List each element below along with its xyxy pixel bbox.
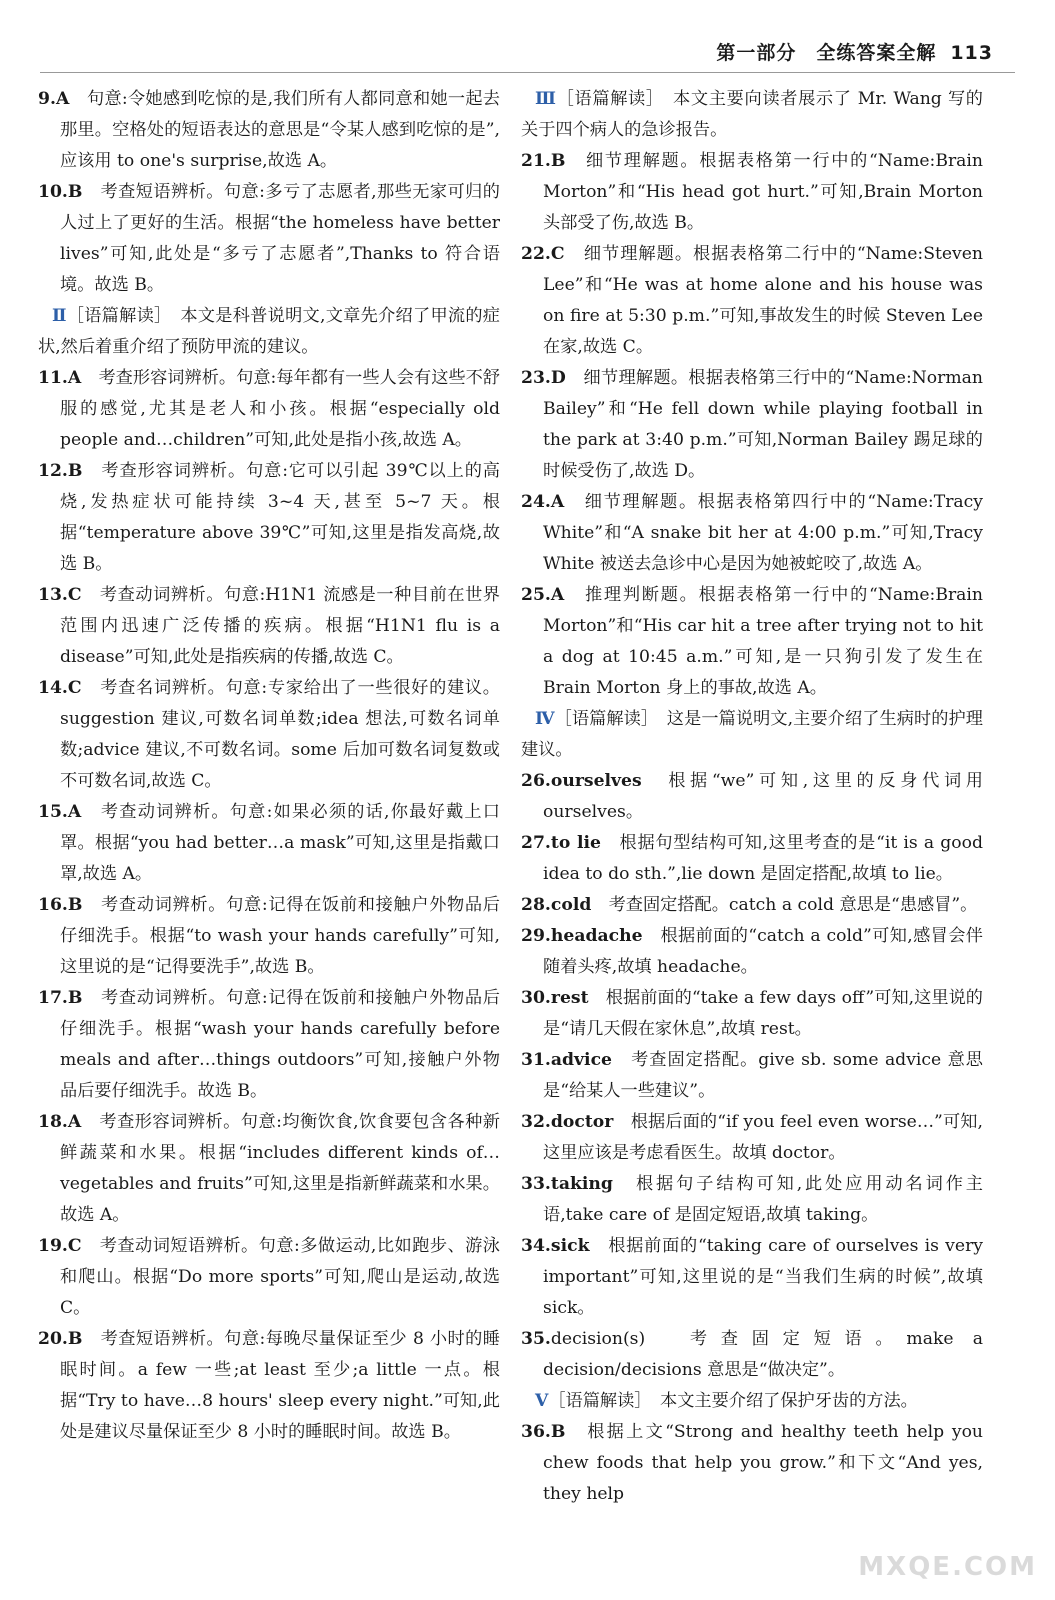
answer-text: 考查动词辨析。句意:如果必须的话,你最好戴上口罩。根据“you had better…a mask”可知,这里是指戴口罩,故选 A。 (60, 802, 500, 884)
answer-entry (38, 1231, 500, 1324)
answer-text: 考查短语辨析。句意:每晚尽量保证至少 8 小时的睡眠时间。a few 一些;at least 至少;a little 一点。根据“Try to have…8 hours' sleep every night.”可知,此处是建议尽量保证至少 8 小时的睡眠时间。故选 B。 (60, 1329, 500, 1442)
answer-entry (38, 456, 500, 580)
answer-text: 根据“we”可知,这里的反身代词用 ourselves。 (543, 771, 983, 822)
answer-label: 14.C (38, 678, 82, 698)
answer-text: 考查形容词辨析。句意:均衡饮食,饮食要包含各种新鲜蔬菜和水果。根据“includes different kinds of…vegetables and fruits”可知,这里是指新鲜蔬菜和水果。故选 A。 (60, 1112, 500, 1225)
answer-label: 19.C (38, 1236, 82, 1256)
answer-entry (38, 580, 500, 673)
answer-text: 推理判断题。根据表格第一行中的“Name:Brain Morton”和“His car hit a tree after trying not to hit a dog at 10:45 a.m.”可知,是一只狗引发了发生在 Brain Morton 身上的事故,故选 A。 (543, 585, 983, 698)
header-divider (40, 72, 1015, 73)
answer-entry (38, 1107, 500, 1231)
answer-text: 细节理解题。根据表格第二行中的“Name:Steven Lee”和“He was at home alone and his house was on fire at 5:30 p.m.”可知,事故发生的时候 Steven Lee 在家,故选 C。 (543, 244, 983, 357)
answer-label: 22.C (521, 244, 565, 264)
answer-label: 27.to lie (521, 833, 601, 853)
answer-entry (38, 363, 500, 456)
answer-label: 17.B (38, 988, 83, 1008)
answer-entry (521, 1045, 983, 1107)
watermark-logo: MXQE.COM (858, 1552, 1037, 1582)
answer-text: 考查固定搭配。give sb. some advice 意思是“给某人一些建议”。 (543, 1050, 983, 1101)
answer-text: 考查动词辨析。句意:记得在饭前和接触户外物品后仔细洗手。根据“to wash your hands carefully”可知,这里说的是“记得要洗手”,故选 B。 (60, 895, 500, 977)
section-number: Ⅲ (535, 89, 557, 109)
answer-label: 32.doctor (521, 1112, 614, 1132)
answer-label: 15.A (38, 802, 82, 822)
answer-entry (521, 580, 983, 704)
answer-entry (38, 673, 500, 797)
answer-label: 26.ourselves (521, 771, 642, 791)
page-header (716, 38, 993, 65)
answer-entry (38, 177, 500, 301)
answer-text: decision(s) 考查固定短语。make a decision/decisions 意思是“做决定”。 (543, 1329, 983, 1380)
answer-entry (38, 890, 500, 983)
section-heading (38, 301, 500, 363)
answer-entry (521, 1417, 983, 1510)
answer-label: 21.B (521, 151, 566, 171)
section-heading (521, 1386, 983, 1417)
answer-label: 34.sick (521, 1236, 590, 1256)
answer-text: 根据上文“Strong and healthy teeth help you chew foods that help you grow.”和下文“And yes, they help (543, 1422, 983, 1504)
answer-entry (521, 766, 983, 828)
answer-label: 13.C (38, 585, 82, 605)
answer-text: 考查名词辨析。句意:专家给出了一些很好的建议。suggestion 建议,可数名词单数;idea 想法,可数名词单数;advice 建议,不可数名词。some 后加可数名词复数或不可数名词,故选 C。 (60, 678, 500, 791)
answer-label: 36.B (521, 1422, 566, 1442)
answer-entry (521, 363, 983, 487)
answer-text: 句意:令她感到吃惊的是,我们所有人都同意和她一起去那里。空格处的短语表达的意思是“令某人感到吃惊的是”,应该用 to one's surprise,故选 A。 (60, 89, 500, 171)
answer-label: 12.B (38, 461, 83, 481)
answer-text: 根据前面的“catch a cold”可知,感冒会伴随着头疼,故填 headache。 (543, 926, 983, 977)
answer-label: 9.A (38, 89, 70, 109)
answer-entry (521, 146, 983, 239)
answer-label: 18.A (38, 1112, 82, 1132)
answer-text: 根据后面的“if you feel even worse…”可知,这里应该是考虑看医生。故填 doctor。 (543, 1112, 983, 1163)
answer-entry (38, 983, 500, 1107)
answer-entry (521, 239, 983, 363)
answer-text: 考查固定搭配。catch a cold 意思是“患感冒”。 (591, 895, 978, 915)
answer-label: 28.cold (521, 895, 592, 915)
answer-entry (521, 487, 983, 580)
answer-entry (521, 890, 983, 921)
answer-text: ［语篇解读］ 本文主要介绍了保护牙齿的方法。 (548, 1391, 918, 1411)
answer-entry (521, 921, 983, 983)
answer-label: 29.headache (521, 926, 643, 946)
header-title: 第一部分 全练答案全解 (716, 42, 937, 64)
answer-text: 考查形容词辨析。句意:它可以引起 39℃以上的高烧,发热症状可能持续 3~4 天,甚至 5~7 天。根据“temperature above 39℃”可知,这里是指发高烧,故选 B。 (60, 461, 500, 574)
answer-entry (521, 1324, 983, 1386)
answer-label: 31.advice (521, 1050, 612, 1070)
left-column (38, 84, 500, 1448)
answer-label: 23.D (521, 368, 566, 388)
answer-text: 考查动词短语辨析。句意:多做运动,比如跑步、游泳和爬山。根据“Do more sports”可知,爬山是运动,故选 C。 (60, 1236, 500, 1318)
right-column (521, 84, 983, 1510)
answer-label: 16.B (38, 895, 83, 915)
answer-text: 考查短语辨析。句意:多亏了志愿者,那些无家可归的人过上了更好的生活。根据“the homeless have better lives”可知,此处是“多亏了志愿者”,Thanks to 符合语境。故选 B。 (60, 182, 500, 295)
answer-entry (38, 1324, 500, 1448)
answer-text: 细节理解题。根据表格第四行中的“Name:Tracy White”和“A snake bit her at 4:00 p.m.”可知,Tracy White 被送去急诊中心是因为她被蛇咬了,故选 A。 (543, 492, 983, 574)
section-number: Ⅱ (52, 306, 67, 326)
answer-text: 考查动词辨析。句意:记得在饭前和接触户外物品后仔细洗手。根据“wash your hands carefully before meals and after…things outdoors”可知,接触户外物品后要仔细洗手。故选 B。 (60, 988, 500, 1101)
section-number: Ⅳ (535, 709, 555, 729)
answer-entry (521, 1231, 983, 1324)
answer-text: ［语篇解读］ 本文是科普说明文,文章先介绍了甲流的症状,然后着重介绍了预防甲流的建议。 (38, 306, 500, 357)
answer-entry (38, 797, 500, 890)
answer-entry (38, 84, 500, 177)
answer-entry (521, 983, 983, 1045)
answer-text: 考查形容词辨析。句意:每年都有一些人会有这些不舒服的感觉,尤其是老人和小孩。根据“especially old people and…children”可知,此处是指小孩,故选 A。 (60, 368, 500, 450)
answer-entry (521, 828, 983, 890)
answer-entry (521, 1107, 983, 1169)
answer-text: ［语篇解读］ 这是一篇说明文,主要介绍了生病时的护理建议。 (521, 709, 983, 760)
answer-label: 10.B (38, 182, 83, 202)
answer-label: 24.A (521, 492, 565, 512)
answer-label: 20.B (38, 1329, 83, 1349)
answer-text: 考查动词辨析。句意:H1N1 流感是一种目前在世界范围内迅速广泛传播的疾病。根据“H1N1 flu is a disease”可知,此处是指疾病的传播,故选 C。 (60, 585, 500, 667)
answer-label: 30.rest (521, 988, 589, 1008)
answer-label: 25.A (521, 585, 565, 605)
answer-label: 33.taking (521, 1174, 613, 1194)
answer-text: 细节理解题。根据表格第三行中的“Name:Norman Bailey”和“He fell down while playing football in the park at 3:40 p.m.”可知,Norman Bailey 踢足球的时候受伤了,故选 D。 (543, 368, 983, 481)
answer-text: 根据前面的“take a few days off”可知,这里说的是“请几天假在家休息”,故填 rest。 (543, 988, 983, 1039)
answer-text: 细节理解题。根据表格第一行中的“Name:Brain Morton”和“His head got hurt.”可知,Brain Morton 头部受了伤,故选 B。 (543, 151, 983, 233)
page-number: 113 (950, 42, 993, 64)
answer-text: 根据句型结构可知,这里考查的是“it is a good idea to do sth.”,lie down 是固定搭配,故填 to lie。 (543, 833, 983, 884)
answer-text: ［语篇解读］ 本文主要向读者展示了 Mr. Wang 写的关于四个病人的急诊报告。 (521, 89, 983, 140)
answer-entry (521, 1169, 983, 1231)
answer-text: 根据句子结构可知,此处应用动名词作主语,take care of 是固定短语,故填 taking。 (543, 1174, 983, 1225)
answer-text: 根据前面的“taking care of ourselves is very important”可知,这里说的是“当我们生病的时候”,故填 sick。 (543, 1236, 983, 1318)
section-heading (521, 84, 983, 146)
section-heading (521, 704, 983, 766)
answer-label: 11.A (38, 368, 82, 388)
section-number: Ⅴ (535, 1391, 549, 1411)
answer-label: 35. (521, 1329, 551, 1349)
